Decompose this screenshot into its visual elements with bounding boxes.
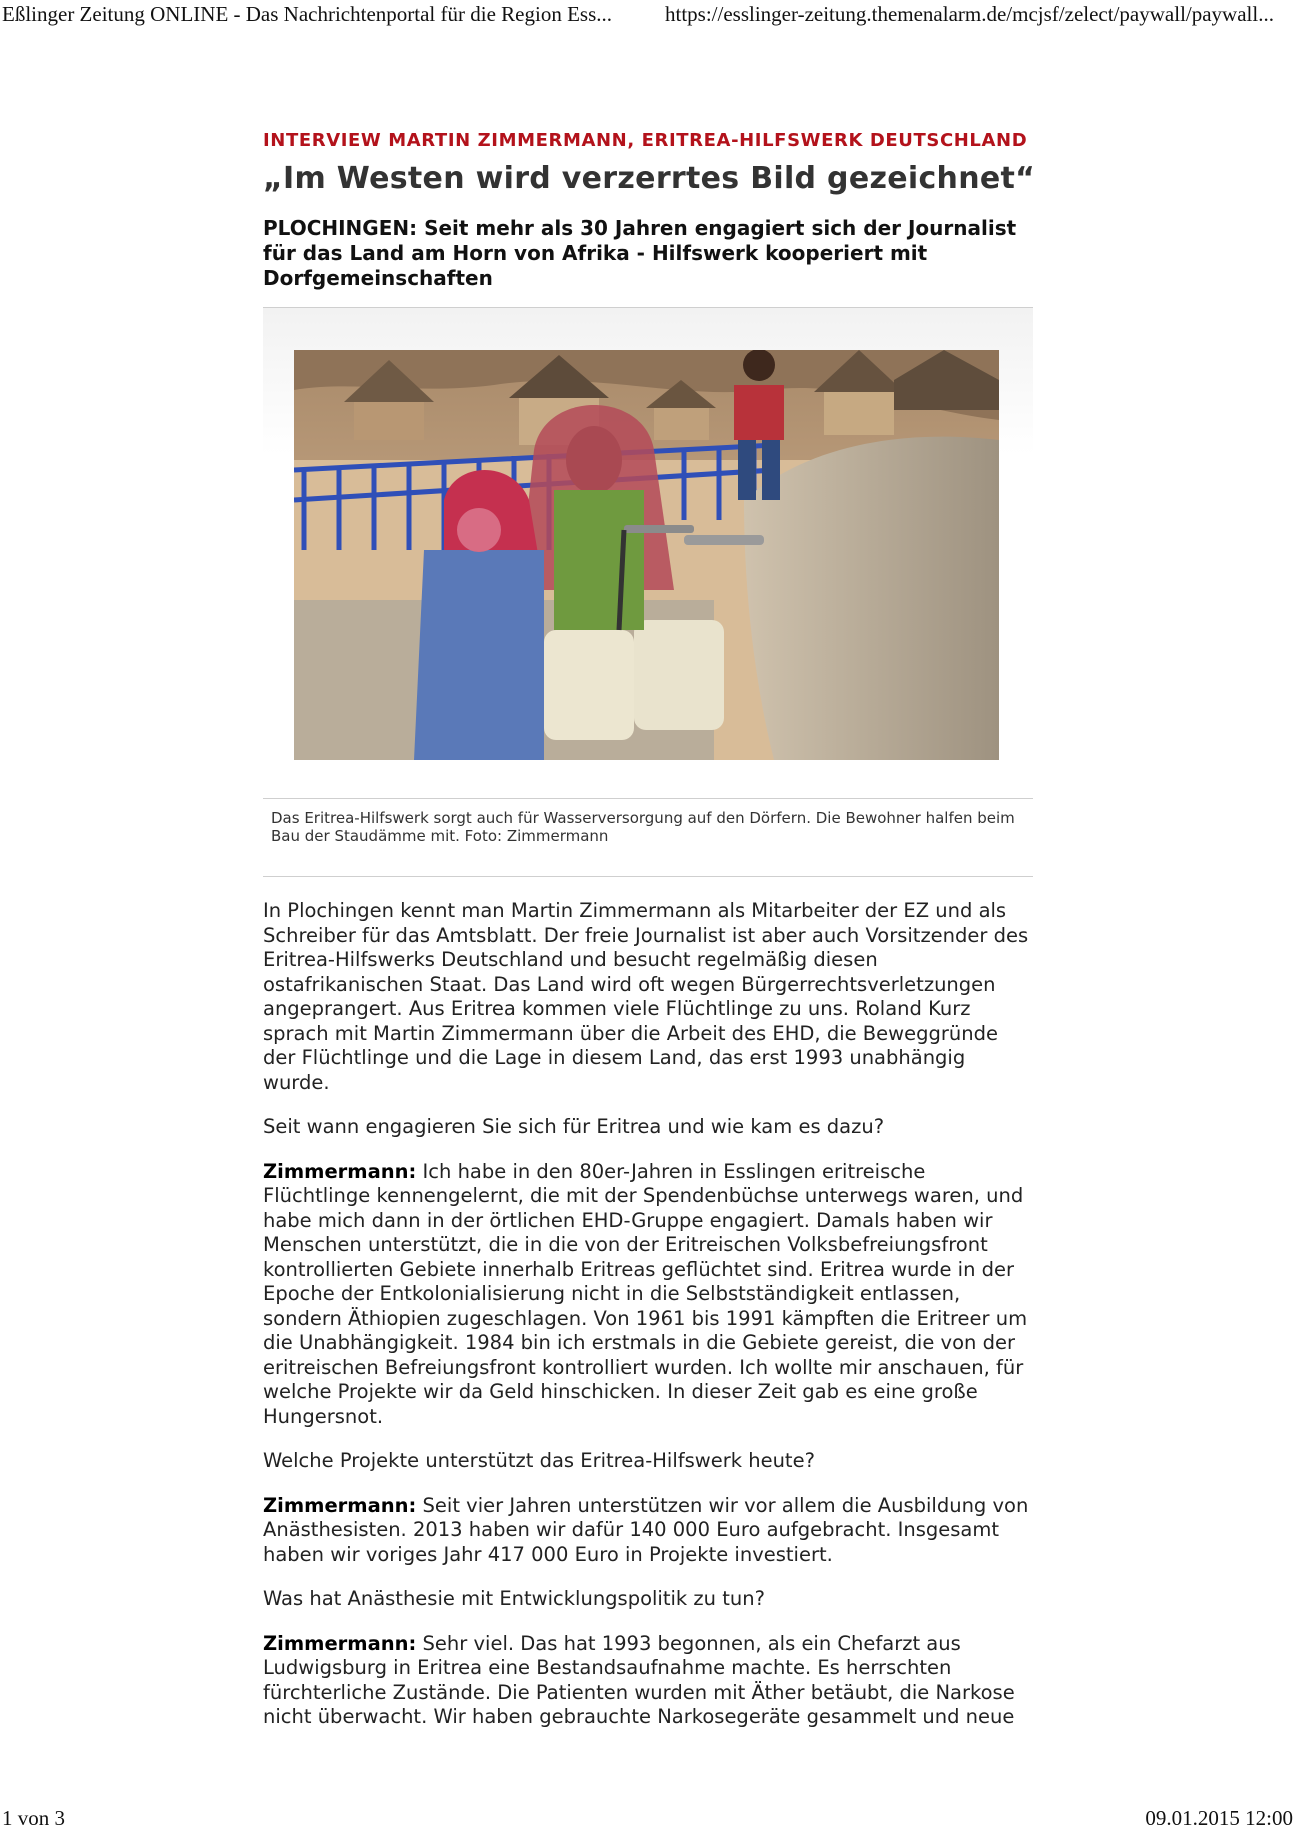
print-footer <box>0 1803 1299 1831</box>
interview-question: Seit wann engagieren Sie sich für Eritrea und wie kam es dazu? <box>263 1115 885 1138</box>
speaker-label: Zimmermann: <box>263 1631 417 1655</box>
photo-container <box>263 308 1033 798</box>
article <box>263 130 1036 1750</box>
print-header-url: https://esslinger-zeitung.themenalarm.de/mcjsf/zelect/paywall/paywall... <box>665 2 1274 26</box>
article-headline: „Im Westen wird verzerrtes Bild gezeichnet“ <box>263 161 1036 196</box>
print-header <box>0 2 1299 32</box>
article-body <box>263 899 1033 1730</box>
answer-text: Sehr viel. Das hat 1993 begonnen, als ein Chefarzt aus Ludwigsburg in Eritrea eine Bestandsaufnahme machte. Es herrschten fürchterliche Zustände. Die Patienten wurden mit Äther betäubt, die Narkose nicht überwacht. Wir haben gebrauchte Narkosegeräte gesammelt und neue <box>263 1631 1015 1728</box>
article-photo[interactable] <box>294 350 999 760</box>
photo-illustration <box>294 350 999 760</box>
speaker-label: Zimmermann: <box>263 1493 417 1517</box>
article-kicker: INTERVIEW MARTIN ZIMMERMANN, ERITREA-HILFSWERK DEUTSCHLAND <box>263 130 1028 151</box>
page-number: 1 von 3 <box>2 1806 65 1830</box>
article-subhead: PLOCHINGEN: Seit mehr als 30 Jahren engagiert sich der Journalist für das Land am Horn von Afrika - Hilfswerk kooperiert mit Dorfgemeinschaften <box>263 216 1017 290</box>
speaker-label: Zimmermann: <box>263 1159 417 1183</box>
answer-text: Ich habe in den 80er-Jahren in Esslingen eritreische Flüchtlinge kennengelernt, die mit der Spendenbüchse unterwegs waren, und habe mich dann in der örtlichen EHD-Gruppe engagiert. Damals haben wir Menschen unterstützt, die in die von der Eritreischen Volksbefreiungsfront kontrollierten Gebiete innerhalb Eritreas geflüchtet sind. Eritrea wurde in der Epoche der Entkolonialisierung nicht in die Selbstständigkeit entlassen, sondern Äthiopien zugeschlagen. Von 1961 bis 1991 kämpften die Eritreer um die Unabhängigkeit. 1984 bin ich erstmals in die Gebiete gereist, die von der eritreischen Befreiungsfront kontrolliert wurden. Ich wollte mir anschauen, für welche Projekte wir da Geld hinschicken. In dieser Zeit gab es eine große Hungersnot. <box>263 1159 1028 1428</box>
print-header-title: Eßlinger Zeitung ONLINE - Das Nachrichtenportal für die Region Ess... <box>2 2 612 26</box>
interview-answer <box>263 1632 1033 1730</box>
answer-text: Seit vier Jahren unterstützen wir vor allem die Ausbildung von Anästhesisten. 2013 haben wir dafür 140 000 Euro aufgebracht. Insgesamt haben wir voriges Jahr 417 000 Euro in Projekte investiert. <box>263 1493 1029 1566</box>
article-intro: In Plochingen kennt man Martin Zimmermann als Mitarbeiter der EZ und als Schreiber für das Amtsblatt. Der freie Journalist ist aber auch Vorsitzender des Eritrea-Hilfswerks Deutschland und besucht regelmäßig diesen ostafrikanischen Staat. Das Land wird oft wegen Bürgerrechtsverletzungen angeprangert. Aus Eritrea kommen viele Flüchtlinge zu uns. Roland Kurz sprach mit Martin Zimmermann über die Arbeit des EHD, die Beweggründe der Flüchtlinge und die Lage in diesem Land, das erst 1993 unabhängig wurde. <box>263 899 1029 1094</box>
divider <box>263 876 1033 877</box>
interview-answer <box>263 1160 1033 1430</box>
interview-question: Was hat Anästhesie mit Entwicklungspolitik zu tun? <box>263 1587 765 1610</box>
interview-question: Welche Projekte unterstützt das Eritrea-Hilfswerk heute? <box>263 1449 815 1472</box>
interview-answer <box>263 1494 1033 1568</box>
print-datetime: 09.01.2015 12:00 <box>1145 1806 1293 1830</box>
photo-caption: Das Eritrea-Hilfswerk sorgt auch für Wasserversorgung auf den Dörfern. Die Bewohner halfen beim Bau der Staudämme mit. Foto: Zimmermann <box>263 798 1033 876</box>
